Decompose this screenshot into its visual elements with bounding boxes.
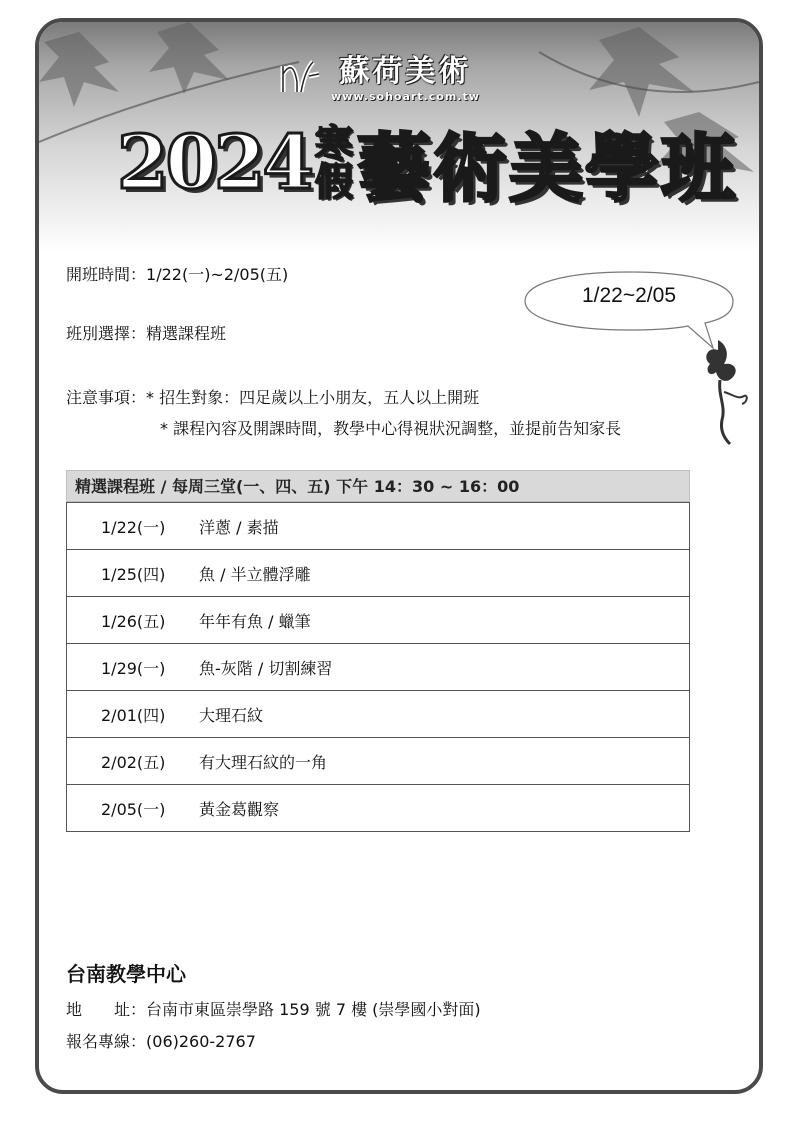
logo-url: www.sohoart.com.tw	[331, 89, 480, 103]
title-main: 藝術美學班	[356, 126, 737, 212]
bubble-text: 1/22~2/05	[581, 284, 676, 307]
phone-value: (06)260-2767	[146, 1032, 256, 1051]
phone-line	[66, 1029, 256, 1052]
row-date: 1/29(一)	[101, 658, 166, 678]
notes-label: 注意事項：	[66, 388, 147, 407]
center-name: 台南教學中心	[66, 962, 186, 986]
table-row	[67, 503, 690, 550]
class-time-value: 1/22(一)~2/05(五)	[146, 265, 289, 284]
address-value: 台南市東區崇學路 159 號 7 樓 (崇學國小對面)	[146, 1000, 481, 1019]
phone-label: 報名專線：	[66, 1032, 147, 1051]
class-time-line	[66, 262, 288, 285]
title-season	[314, 121, 353, 204]
logo-mark-icon	[279, 52, 323, 96]
logo-name: 蘇荷美術	[339, 53, 472, 89]
class-type-value: 精選課程班	[146, 324, 227, 343]
row-topic: 年年有魚 / 蠟筆	[199, 611, 311, 631]
table-row	[67, 597, 690, 644]
table-row	[67, 691, 690, 738]
table-row	[67, 644, 690, 691]
row-topic: 大理石紋	[199, 705, 264, 725]
row-date: 2/05(一)	[101, 799, 166, 819]
schedule-table	[66, 502, 690, 832]
schedule-header: 精選課程班 / 每周三堂(一、四、五) 下午 14：30 ~ 16：00	[66, 470, 690, 502]
table-row	[67, 738, 690, 785]
note-2: * 課程內容及開課時間，教學中心得視狀況調整，並提前告知家長	[160, 419, 622, 438]
table-row	[67, 550, 690, 597]
table-row	[67, 785, 690, 832]
row-topic: 魚-灰階 / 切割練習	[199, 658, 333, 678]
title-season-top: 寒	[314, 121, 353, 166]
row-topic: 黃金葛觀察	[199, 799, 280, 819]
class-type-line	[66, 321, 226, 344]
notes-line-1	[66, 385, 479, 408]
row-date: 1/22(一)	[101, 517, 166, 537]
title-year: 2024	[117, 120, 311, 206]
row-topic: 洋蔥 / 素描	[199, 517, 279, 537]
row-topic: 有大理石紋的一角	[199, 752, 328, 772]
date-bubble	[523, 270, 735, 330]
row-date: 2/01(四)	[101, 705, 166, 725]
note-1: * 招生對象：四足歲以上小朋友，五人以上開班	[146, 388, 480, 407]
row-date: 1/25(四)	[101, 564, 166, 584]
address-line	[66, 997, 481, 1020]
logo	[279, 44, 480, 104]
row-date: 1/26(五)	[101, 611, 166, 631]
page-title	[117, 110, 737, 216]
notes-line-2	[160, 416, 621, 439]
address-label: 地 址：	[66, 1000, 147, 1019]
class-time-label: 開班時間：	[66, 265, 147, 284]
doodle-figure-icon	[696, 336, 756, 448]
class-type-label: 班別選擇：	[66, 324, 147, 343]
row-topic: 魚 / 半立體浮雕	[199, 564, 311, 584]
title-season-bottom: 假	[314, 159, 353, 204]
row-date: 2/02(五)	[101, 752, 166, 772]
